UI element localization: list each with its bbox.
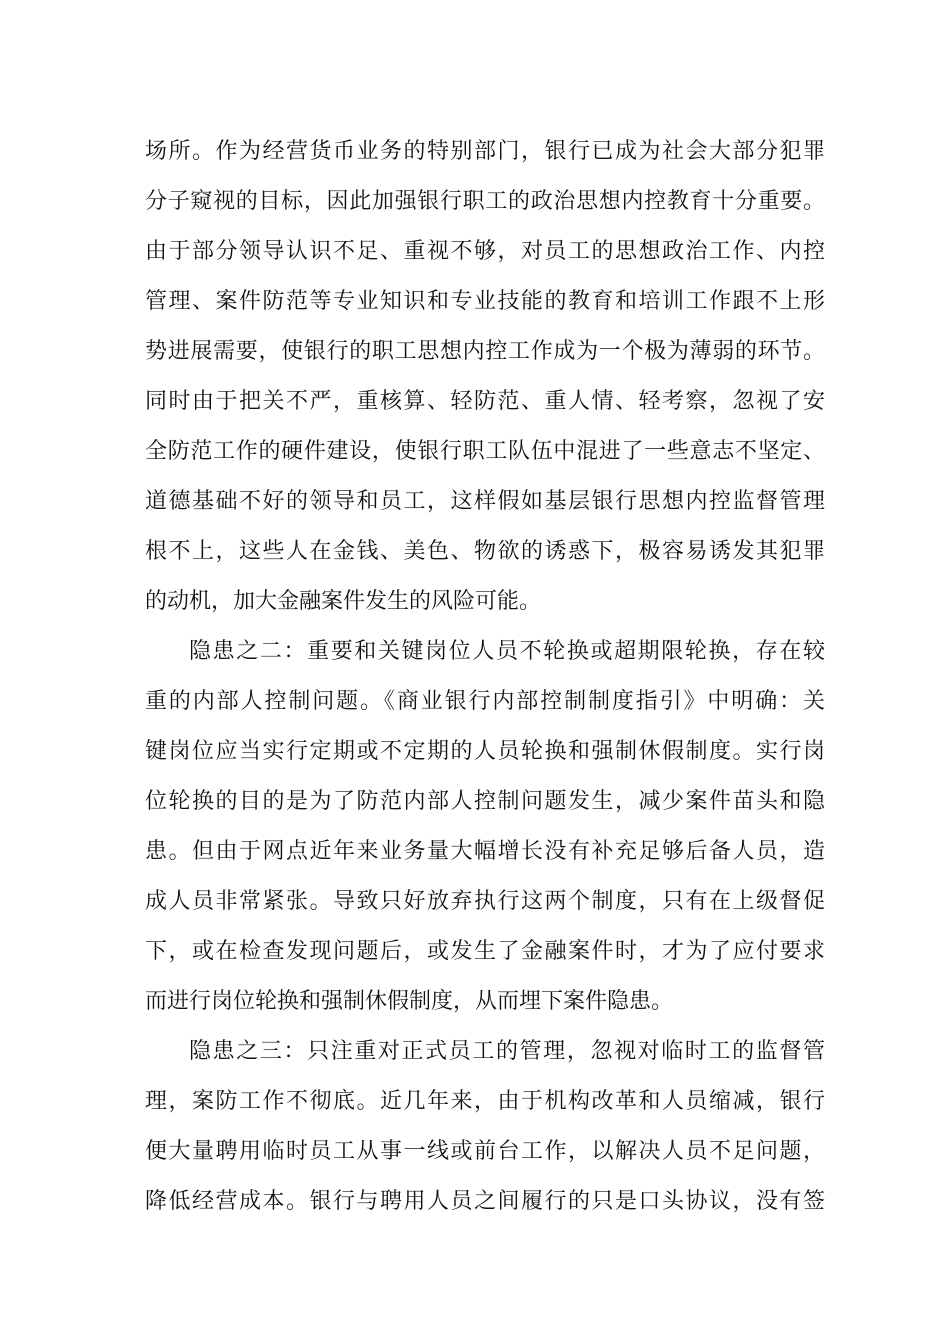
paragraph-1-line-9: 根不上，这些人在金钱、美色、物欲的诱惑下，极容易诱发其犯罪 [145, 539, 825, 564]
paragraph-1-line-6: 同时由于把关不严，重核算、轻防范、重人情、轻考察，忽视了安 [145, 389, 825, 414]
paragraph-2-line-6: 成人员非常紧张。导致只好放弃执行这两个制度，只有在上级督促 [145, 889, 825, 914]
paragraph-1-line-2: 分子窥视的目标，因此加强银行职工的政治思想内控教育十分重要。 [145, 189, 825, 214]
paragraph-3-line-1: 隐患之三：只注重对正式员工的管理，忽视对临时工的监督管 [189, 1039, 825, 1064]
paragraph-2-line-3: 键岗位应当实行定期或不定期的人员轮换和强制休假制度。实行岗 [145, 739, 825, 764]
paragraph-3-line-2: 理，案防工作不彻底。近几年来，由于机构改革和人员缩减，银行 [145, 1089, 825, 1114]
paragraph-1-line-7: 全防范工作的硬件建设，使银行职工队伍中混进了一些意志不坚定、 [145, 439, 825, 464]
paragraph-1-line-8: 道德基础不好的领导和员工，这样假如基层银行思想内控监督管理 [145, 489, 825, 514]
paragraph-2-line-1: 隐患之二：重要和关键岗位人员不轮换或超期限轮换，存在较 [189, 639, 825, 664]
paragraph-1-line-4: 管理、案件防范等专业知识和专业技能的教育和培训工作跟不上形 [145, 289, 825, 314]
paragraph-2-line-2: 重的内部人控制问题。《商业银行内部控制制度指引》中明确：关 [145, 689, 825, 714]
paragraph-2-line-4: 位轮换的目的是为了防范内部人控制问题发生，减少案件苗头和隐 [145, 789, 825, 814]
paragraph-2-line-7: 下，或在检查发现问题后，或发生了金融案件时，才为了应付要求 [145, 939, 825, 964]
paragraph-1-line-3: 由于部分领导认识不足、重视不够，对员工的思想政治工作、内控 [145, 239, 825, 264]
paragraph-1-line-5: 势进展需要，使银行的职工思想内控工作成为一个极为薄弱的环节。 [145, 339, 825, 364]
paragraph-1-line-1: 场所。作为经营货币业务的特别部门，银行已成为社会大部分犯罪 [145, 139, 825, 164]
paragraph-2-line-5: 患。但由于网点近年来业务量大幅增长没有补充足够后备人员，造 [145, 839, 825, 864]
paragraph-3-line-4: 降低经营成本。银行与聘用人员之间履行的只是口头协议，没有签 [145, 1189, 825, 1214]
paragraph-2-line-8: 而进行岗位轮换和强制休假制度，从而埋下案件隐患。 [145, 989, 674, 1014]
paragraph-3-line-3: 便大量聘用临时员工从事一线或前台工作，以解决人员不足问题， [145, 1139, 825, 1164]
paragraph-1-line-10: 的动机，加大金融案件发生的风险可能。 [145, 589, 542, 614]
